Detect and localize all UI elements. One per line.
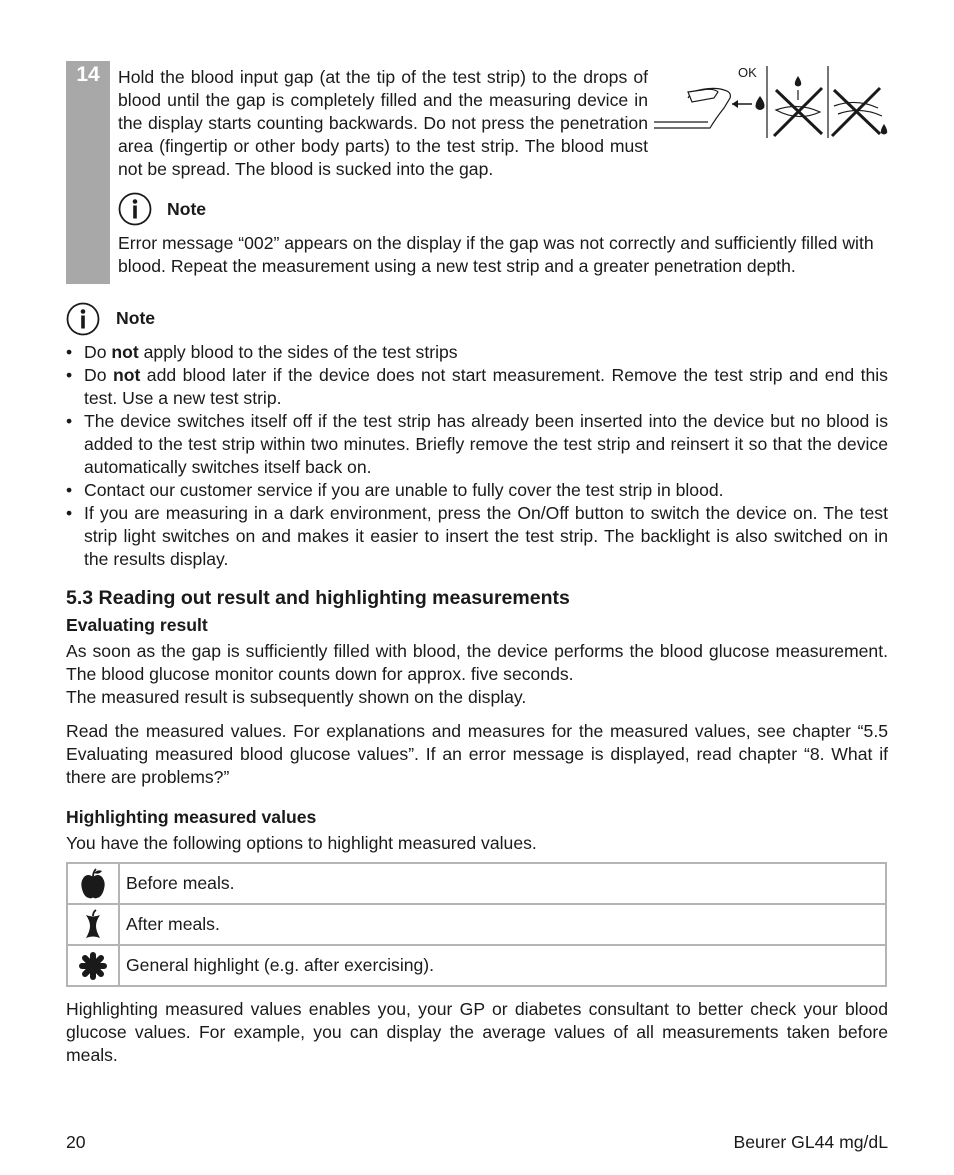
table-cell-text: After meals. <box>120 905 887 946</box>
table-row <box>66 946 887 987</box>
paragraph-highlight-benefit: Highlighting measured values enables you, your GP or diabetes consultant to better check your blood glucose values. For example, you can display the average values of all measurements taken before meals. <box>66 999 888 1065</box>
paragraph-options: You have the following options to highlight measured values. <box>66 833 537 853</box>
bullet-item <box>66 364 888 410</box>
table-cell-text: General highlight (e.g. after exercising). <box>120 946 887 987</box>
bullet-text: If you are measuring in a dark environment, press the On/Off button to switch the device on. The test strip light switches on and makes it easier to insert the test strip. The backlight is also switched on in the results display. <box>84 503 888 569</box>
subheading-evaluating: Evaluating result <box>66 615 208 635</box>
table-cell-text: Before meals. <box>120 862 887 905</box>
table-row <box>66 862 887 905</box>
info-icon <box>118 192 152 226</box>
bullet-emphasis: not <box>112 365 141 385</box>
apple-core-icon <box>82 909 104 941</box>
asterisk-icon <box>79 952 107 980</box>
page-number: 20 <box>66 1132 86 1152</box>
highlight-options-table <box>66 862 887 987</box>
bullet-text: add blood later if the device does not start measurement. Remove the test strip and end this test. Use a new test strip. <box>84 365 888 408</box>
table-cell-icon <box>66 862 120 905</box>
info-icon <box>66 302 100 336</box>
test-strip-illustration <box>652 62 892 142</box>
bullet-text: Contact our customer service if you are unable to fully cover the test strip in blood. <box>84 480 724 500</box>
bullet-item <box>66 502 888 571</box>
subheading-highlighting: Highlighting measured values <box>66 807 317 827</box>
paragraph-evaluating <box>66 640 888 709</box>
note-text: Error message “002” appears on the display if the gap was not correctly and sufficiently filled with blood. Repeat the measurement using a new test strip and a greater penetration depth. <box>118 233 874 276</box>
footer-product-title: Beurer GL44 mg/dL <box>733 1132 888 1152</box>
step-marker-bar <box>66 61 110 284</box>
table-cell-icon <box>66 905 120 946</box>
bullet-emphasis: not <box>111 342 139 362</box>
table-row <box>66 905 887 946</box>
bullet-item <box>66 410 888 479</box>
table-cell-icon <box>66 946 120 987</box>
step-instruction-text: Hold the blood input gap (at the tip of the test strip) to the drops of blood until the gap is completely filled and the measuring device in the display starts counting backwards. Do not press the penetration area (fingertip or other body parts) to the test strip. The blood must not be spread. The blood is sucked into the gap. <box>118 67 648 179</box>
bullet-text: apply blood to the sides of the test strips <box>138 342 458 362</box>
paragraph-text: As soon as the gap is sufficiently filled with blood, the device performs the blood glucose measurement. The blood glucose monitor counts down for approx. five seconds. <box>66 641 888 684</box>
bullet-item <box>66 341 888 364</box>
note-heading: Note <box>167 199 207 219</box>
bullet-text: Do <box>84 342 112 362</box>
note-bullet-list <box>66 341 888 571</box>
bullet-text: The device switches itself off if the test strip has already been inserted into the device but no blood is added to the test strip within two minutes. Briefly remove the test strip and reinsert it so that the device automatically switches itself back on. <box>84 411 888 477</box>
paragraph-text: The measured result is subsequently shown on the display. <box>66 687 527 707</box>
paragraph-read-values: Read the measured values. For explanations and measures for the measured values, see chapter “5.5 Evaluating measured blood glucose values”. If an error message is displayed, read chapter “8. What if there are problems?” <box>66 721 888 787</box>
apple-icon <box>80 868 106 900</box>
note-heading: Note <box>116 308 156 328</box>
step-number: 14 <box>76 63 100 86</box>
bullet-text: Do <box>84 365 113 385</box>
ok-label: OK <box>738 65 757 80</box>
section-heading: 5.3 Reading out result and highlighting measurements <box>66 587 570 609</box>
bullet-item <box>66 479 888 502</box>
